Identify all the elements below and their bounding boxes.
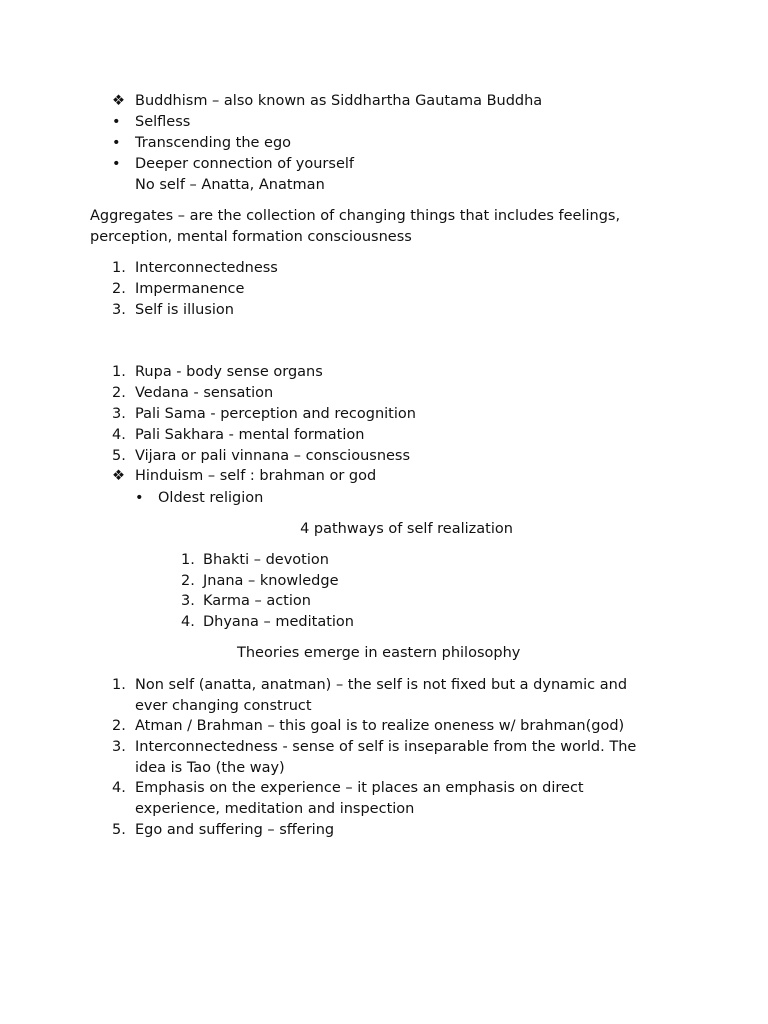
bullet-icon: • — [112, 156, 121, 172]
buddhism-title: Buddhism – also known as Siddhartha Gautama Buddha — [135, 93, 543, 109]
list-number: 4. — [112, 427, 126, 443]
list-item: Interconnectedness — [135, 260, 278, 276]
list-number: 1. — [112, 260, 126, 276]
list-number: 3. — [112, 406, 126, 422]
hinduism-title: Hinduism – self : brahman or god — [135, 468, 377, 484]
theory-item-line: experience, meditation and inspection — [135, 801, 415, 817]
list-number: 1. — [112, 677, 126, 693]
list-number: 4. — [112, 780, 126, 796]
diamond-bullet-icon: ❖ — [112, 468, 125, 484]
list-item: Impermanence — [135, 281, 245, 297]
theory-item-line: Atman / Brahman – this goal is to realize oneness w/ brahman(god) — [135, 718, 625, 734]
theory-item-line: Ego and suffering – sffering — [135, 822, 335, 838]
list-number: 3. — [112, 739, 126, 755]
diamond-bullet-icon: ❖ — [112, 93, 125, 109]
list-number: 2. — [112, 385, 126, 401]
aggregates-paragraph-line: perception, mental formation consciousness — [90, 229, 412, 245]
buddhism-bullet: Selfless — [135, 114, 191, 130]
aggregates-paragraph-line: Aggregates – are the collection of changing things that includes feelings, — [90, 208, 621, 224]
pathways-heading: 4 pathways of self realization — [300, 521, 513, 537]
list-number: 3. — [181, 593, 195, 609]
buddhism-bullet: Deeper connection of yourself — [135, 156, 355, 172]
theory-item-line: idea is Tao (the way) — [135, 760, 285, 776]
list-number: 4. — [181, 614, 195, 630]
list-item: Rupa - body sense organs — [135, 364, 323, 380]
list-item: Pali Sakhara - mental formation — [135, 427, 365, 443]
pathway-item: Bhakti – devotion — [203, 552, 329, 568]
list-number: 2. — [112, 281, 126, 297]
hinduism-bullet: Oldest religion — [158, 490, 264, 506]
pathway-item: Karma – action — [203, 593, 311, 609]
bullet-icon: • — [112, 114, 121, 130]
list-item: Vijara or pali vinnana – consciousness — [135, 448, 411, 464]
list-item: Pali Sama - perception and recognition — [135, 406, 416, 422]
pathway-item: Jnana – knowledge — [203, 573, 339, 589]
list-number: 5. — [112, 822, 126, 838]
theory-item-line: ever changing construct — [135, 698, 312, 714]
list-number: 1. — [112, 364, 126, 380]
bullet-icon: • — [112, 135, 121, 151]
list-number: 1. — [181, 552, 195, 568]
theory-item-line: Interconnectedness - sense of self is inseparable from the world. The — [135, 739, 637, 755]
theory-item-line: Non self (anatta, anatman) – the self is not fixed but a dynamic and — [135, 677, 628, 693]
bullet-icon: • — [135, 490, 144, 506]
list-number: 2. — [181, 573, 195, 589]
theories-heading: Theories emerge in eastern philosophy — [237, 645, 521, 661]
pathway-item: Dhyana – meditation — [203, 614, 354, 630]
list-number: 5. — [112, 448, 126, 464]
list-number: 3. — [112, 302, 126, 318]
theory-item-line: Emphasis on the experience – it places an emphasis on direct — [135, 780, 584, 796]
no-self-line: No self – Anatta, Anatman — [135, 177, 325, 193]
list-item: Self is illusion — [135, 302, 234, 318]
buddhism-bullet: Transcending the ego — [135, 135, 292, 151]
list-item: Vedana - sensation — [135, 385, 274, 401]
list-number: 2. — [112, 718, 126, 734]
